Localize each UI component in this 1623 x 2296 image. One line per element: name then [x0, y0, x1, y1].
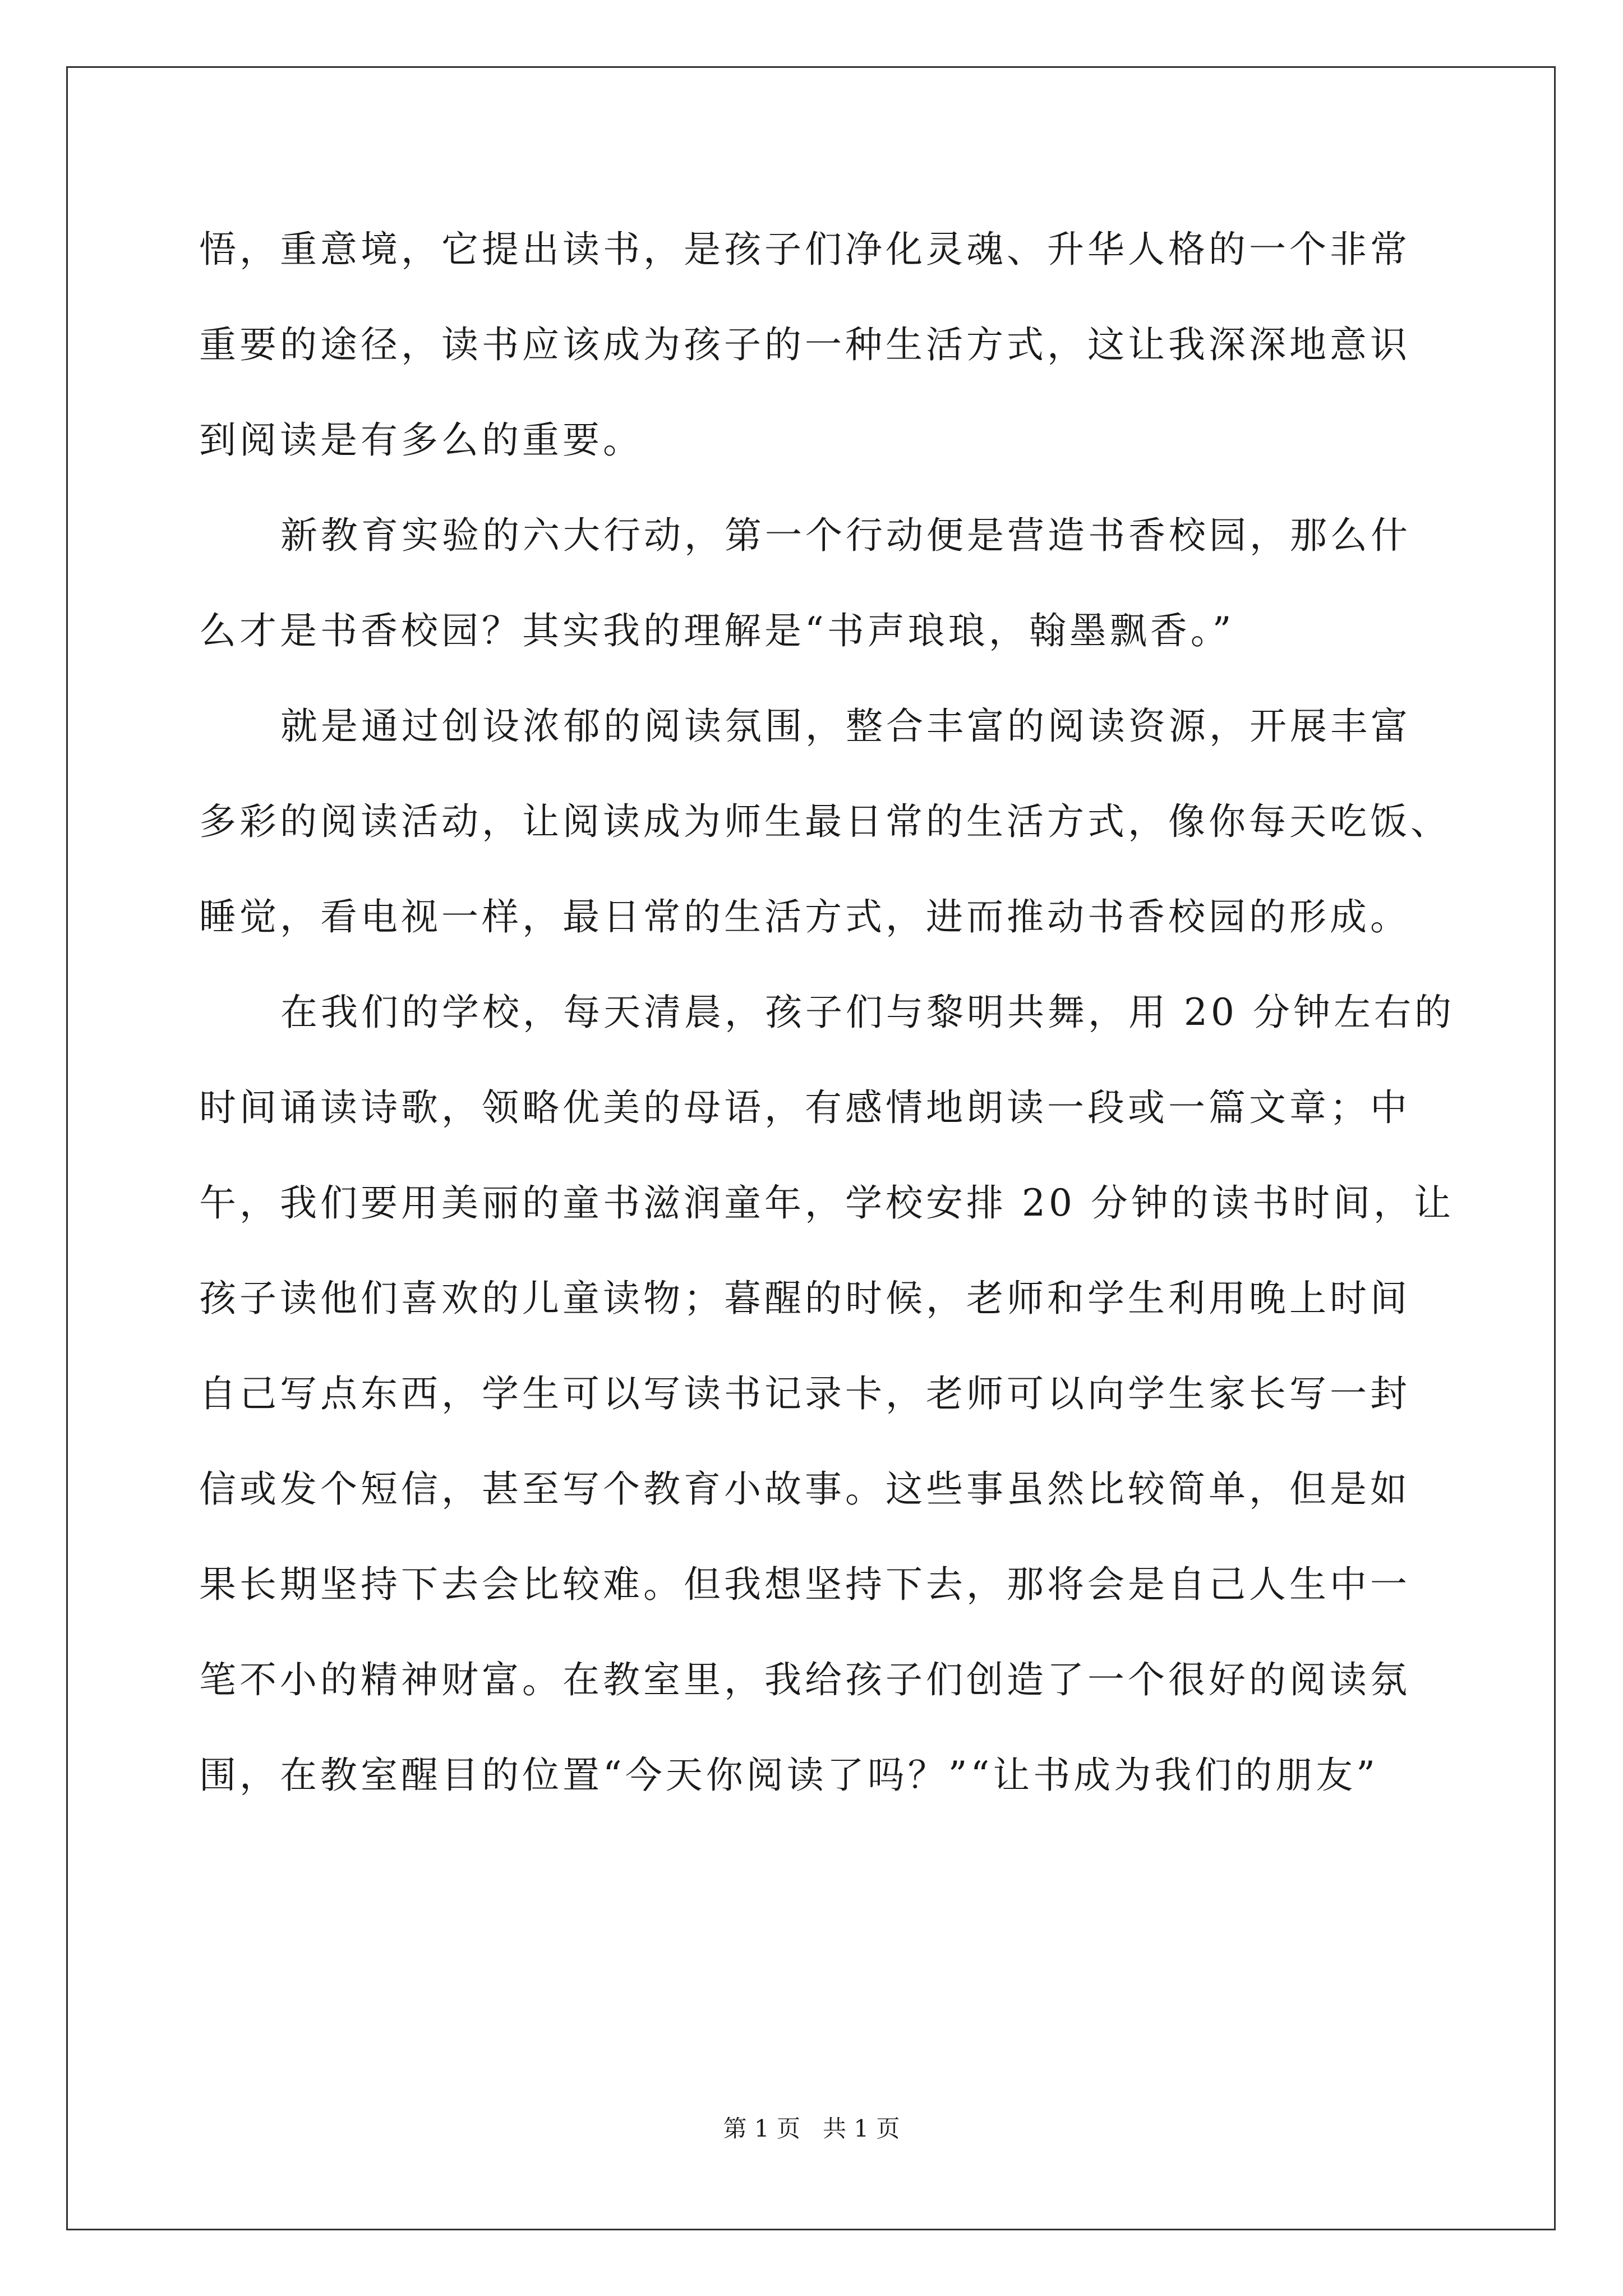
page-total: 共 1 页 — [823, 2115, 900, 2142]
page-footer — [0, 2112, 1623, 2146]
text-line: 时间诵读诗歌，领略优美的母语，有感情地朗读一段或一篇文章；中 — [199, 1086, 1410, 1129]
text-line: 围，在教室醒目的位置“今天你阅读了吗？”“让书成为我们的朋友” — [199, 1754, 1378, 1797]
text-line: 自己写点东西，学生可以写读书记录卡，老师可以向学生家长写一封 — [199, 1372, 1410, 1415]
text-line: 悟，重意境，它提出读书，是孩子们净化灵魂、升华人格的一个非常 — [199, 228, 1410, 271]
paragraph-first-line: 在我们的学校，每天清晨，孩子们与黎明共舞，用 20 分钟左右的 — [280, 991, 1455, 1034]
text-line: 睡觉，看电视一样，最日常的生活方式，进而推动书香校园的形成。 — [199, 895, 1410, 938]
text-line: 多彩的阅读活动，让阅读成为师生最日常的生活方式，像你每天吃饭、 — [199, 800, 1451, 843]
text-line: 重要的途径，读书应该成为孩子的一种生活方式，这让我深深地意识 — [199, 323, 1410, 366]
paragraph-first-line: 新教育实验的六大行动，第一个行动便是营造书香校园，那么什 — [280, 514, 1411, 557]
text-line: 果长期坚持下去会比较难。但我想坚持下去，那将会是自己人生中一 — [199, 1563, 1410, 1606]
paragraph-first-line: 就是通过创设浓郁的阅读氛围，整合丰富的阅读资源，开展丰富 — [280, 705, 1411, 748]
text-line: 笔不小的精神财富。在教室里，我给孩子们创造了一个很好的阅读氛 — [199, 1658, 1410, 1701]
text-line: 到阅读是有多么的重要。 — [199, 418, 643, 462]
text-line: 么才是书香校园？其实我的理解是“书声琅琅，翰墨飘香。” — [199, 609, 1235, 652]
text-line: 孩子读他们喜欢的儿童读物；暮醒的时候，老师和学生利用晚上时间 — [199, 1277, 1410, 1320]
text-line: 信或发个短信，甚至写个教育小故事。这些事虽然比较简单，但是如 — [199, 1467, 1410, 1511]
text-line: 午，我们要用美丽的童书滋润童年，学校安排 20 分钟的读书时间，让 — [199, 1181, 1454, 1225]
page-number: 第 1 页 — [723, 2115, 800, 2142]
